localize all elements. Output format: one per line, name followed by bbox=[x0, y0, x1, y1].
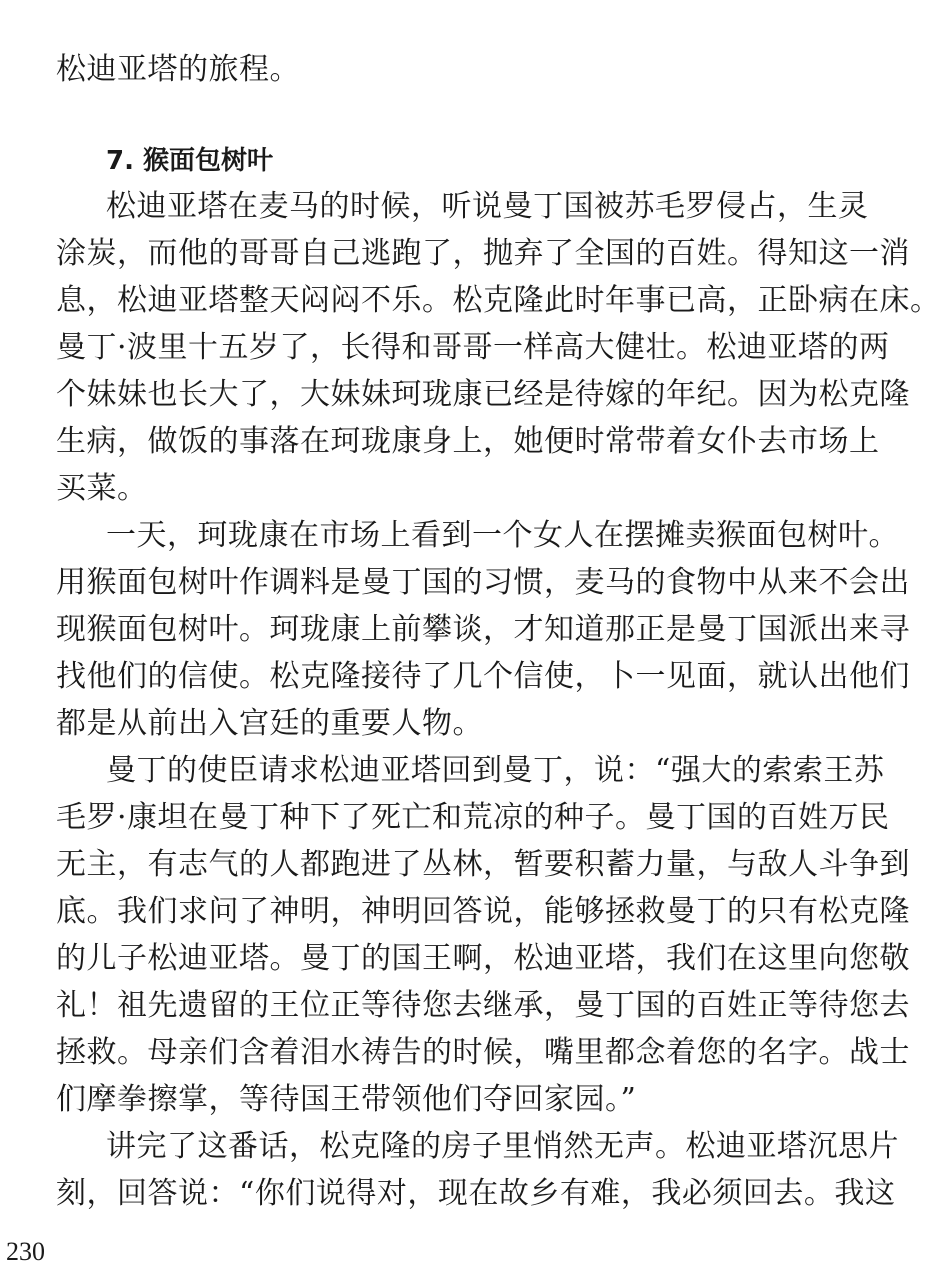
paragraph-line: 毛罗·康坦在曼丁种下了死亡和荒凉的种子。曼丁国的百姓万民 bbox=[56, 800, 890, 835]
paragraph-line: 都是从前出入宫廷的重要人物。 bbox=[56, 706, 483, 741]
paragraph-line: 现猴面包树叶。珂珑康上前攀谈，才知道那正是曼丁国派出来寻 bbox=[56, 612, 910, 647]
paragraph-line: 底。我们求问了神明，神明回答说，能够拯救曼丁的只有松克隆 bbox=[56, 894, 910, 929]
paragraph-line: 刻，回答说：“你们说得对，现在故乡有难，我必须回去。我这 bbox=[56, 1176, 896, 1211]
paragraph-line: 买菜。 bbox=[56, 471, 148, 506]
section-heading: 7. 猴面包树叶 bbox=[106, 146, 274, 176]
paragraph-line: 息，松迪亚塔整天闷闷不乐。松克隆此时年事已高，正卧病在床。 bbox=[56, 283, 941, 318]
paragraph-line: 找他们的信使。松克隆接待了几个信使，卜一见面，就认出他们 bbox=[56, 659, 910, 694]
paragraph-line: 拯救。母亲们含着泪水祷告的时候，嘴里都念着您的名字。战士 bbox=[56, 1035, 910, 1070]
paragraph-line: 曼丁·波里十五岁了，长得和哥哥一样高大健壮。松迪亚塔的两 bbox=[56, 330, 890, 365]
paragraph-line: 的儿子松迪亚塔。曼丁的国王啊，松迪亚塔，我们在这里向您敬 bbox=[56, 941, 910, 976]
paragraph-line: 生病，做饭的事落在珂珑康身上，她便时常带着女仆去市场上 bbox=[56, 424, 880, 459]
intro-line: 松迪亚塔的旅程。 bbox=[56, 52, 300, 87]
paragraph-line: 用猴面包树叶作调料是曼丁国的习惯，麦马的食物中从来不会出 bbox=[56, 565, 910, 600]
paragraph-line: 涂炭，而他的哥哥自己逃跑了，抛弃了全国的百姓。得知这一消 bbox=[56, 236, 910, 271]
page-number: 230 bbox=[6, 1237, 45, 1266]
paragraph-line: 礼！祖先遗留的王位正等待您去继承，曼丁国的百姓正等待您去 bbox=[56, 988, 910, 1023]
paragraph-line: 个妹妹也长大了，大妹妹珂珑康已经是待嫁的年纪。因为松克隆 bbox=[56, 377, 910, 412]
paragraph-line: 讲完了这番话，松克隆的房子里悄然无声。松迪亚塔沉思片 bbox=[106, 1129, 899, 1164]
paragraph-line: 无主，有志气的人都跑进了丛林，暂要积蓄力量，与敌人斗争到 bbox=[56, 847, 910, 882]
paragraph-line: 曼丁的使臣请求松迪亚塔回到曼丁，说：“强大的索索王苏 bbox=[106, 753, 885, 788]
paragraph-line: 一天，珂珑康在市场上看到一个女人在摆摊卖猴面包树叶。 bbox=[106, 518, 899, 553]
paragraph-line: 们摩拳擦掌，等待国王带领他们夺回家园。” bbox=[56, 1082, 637, 1117]
paragraph-line: 松迪亚塔在麦马的时候，听说曼丁国被苏毛罗侵占，生灵 bbox=[106, 189, 869, 224]
